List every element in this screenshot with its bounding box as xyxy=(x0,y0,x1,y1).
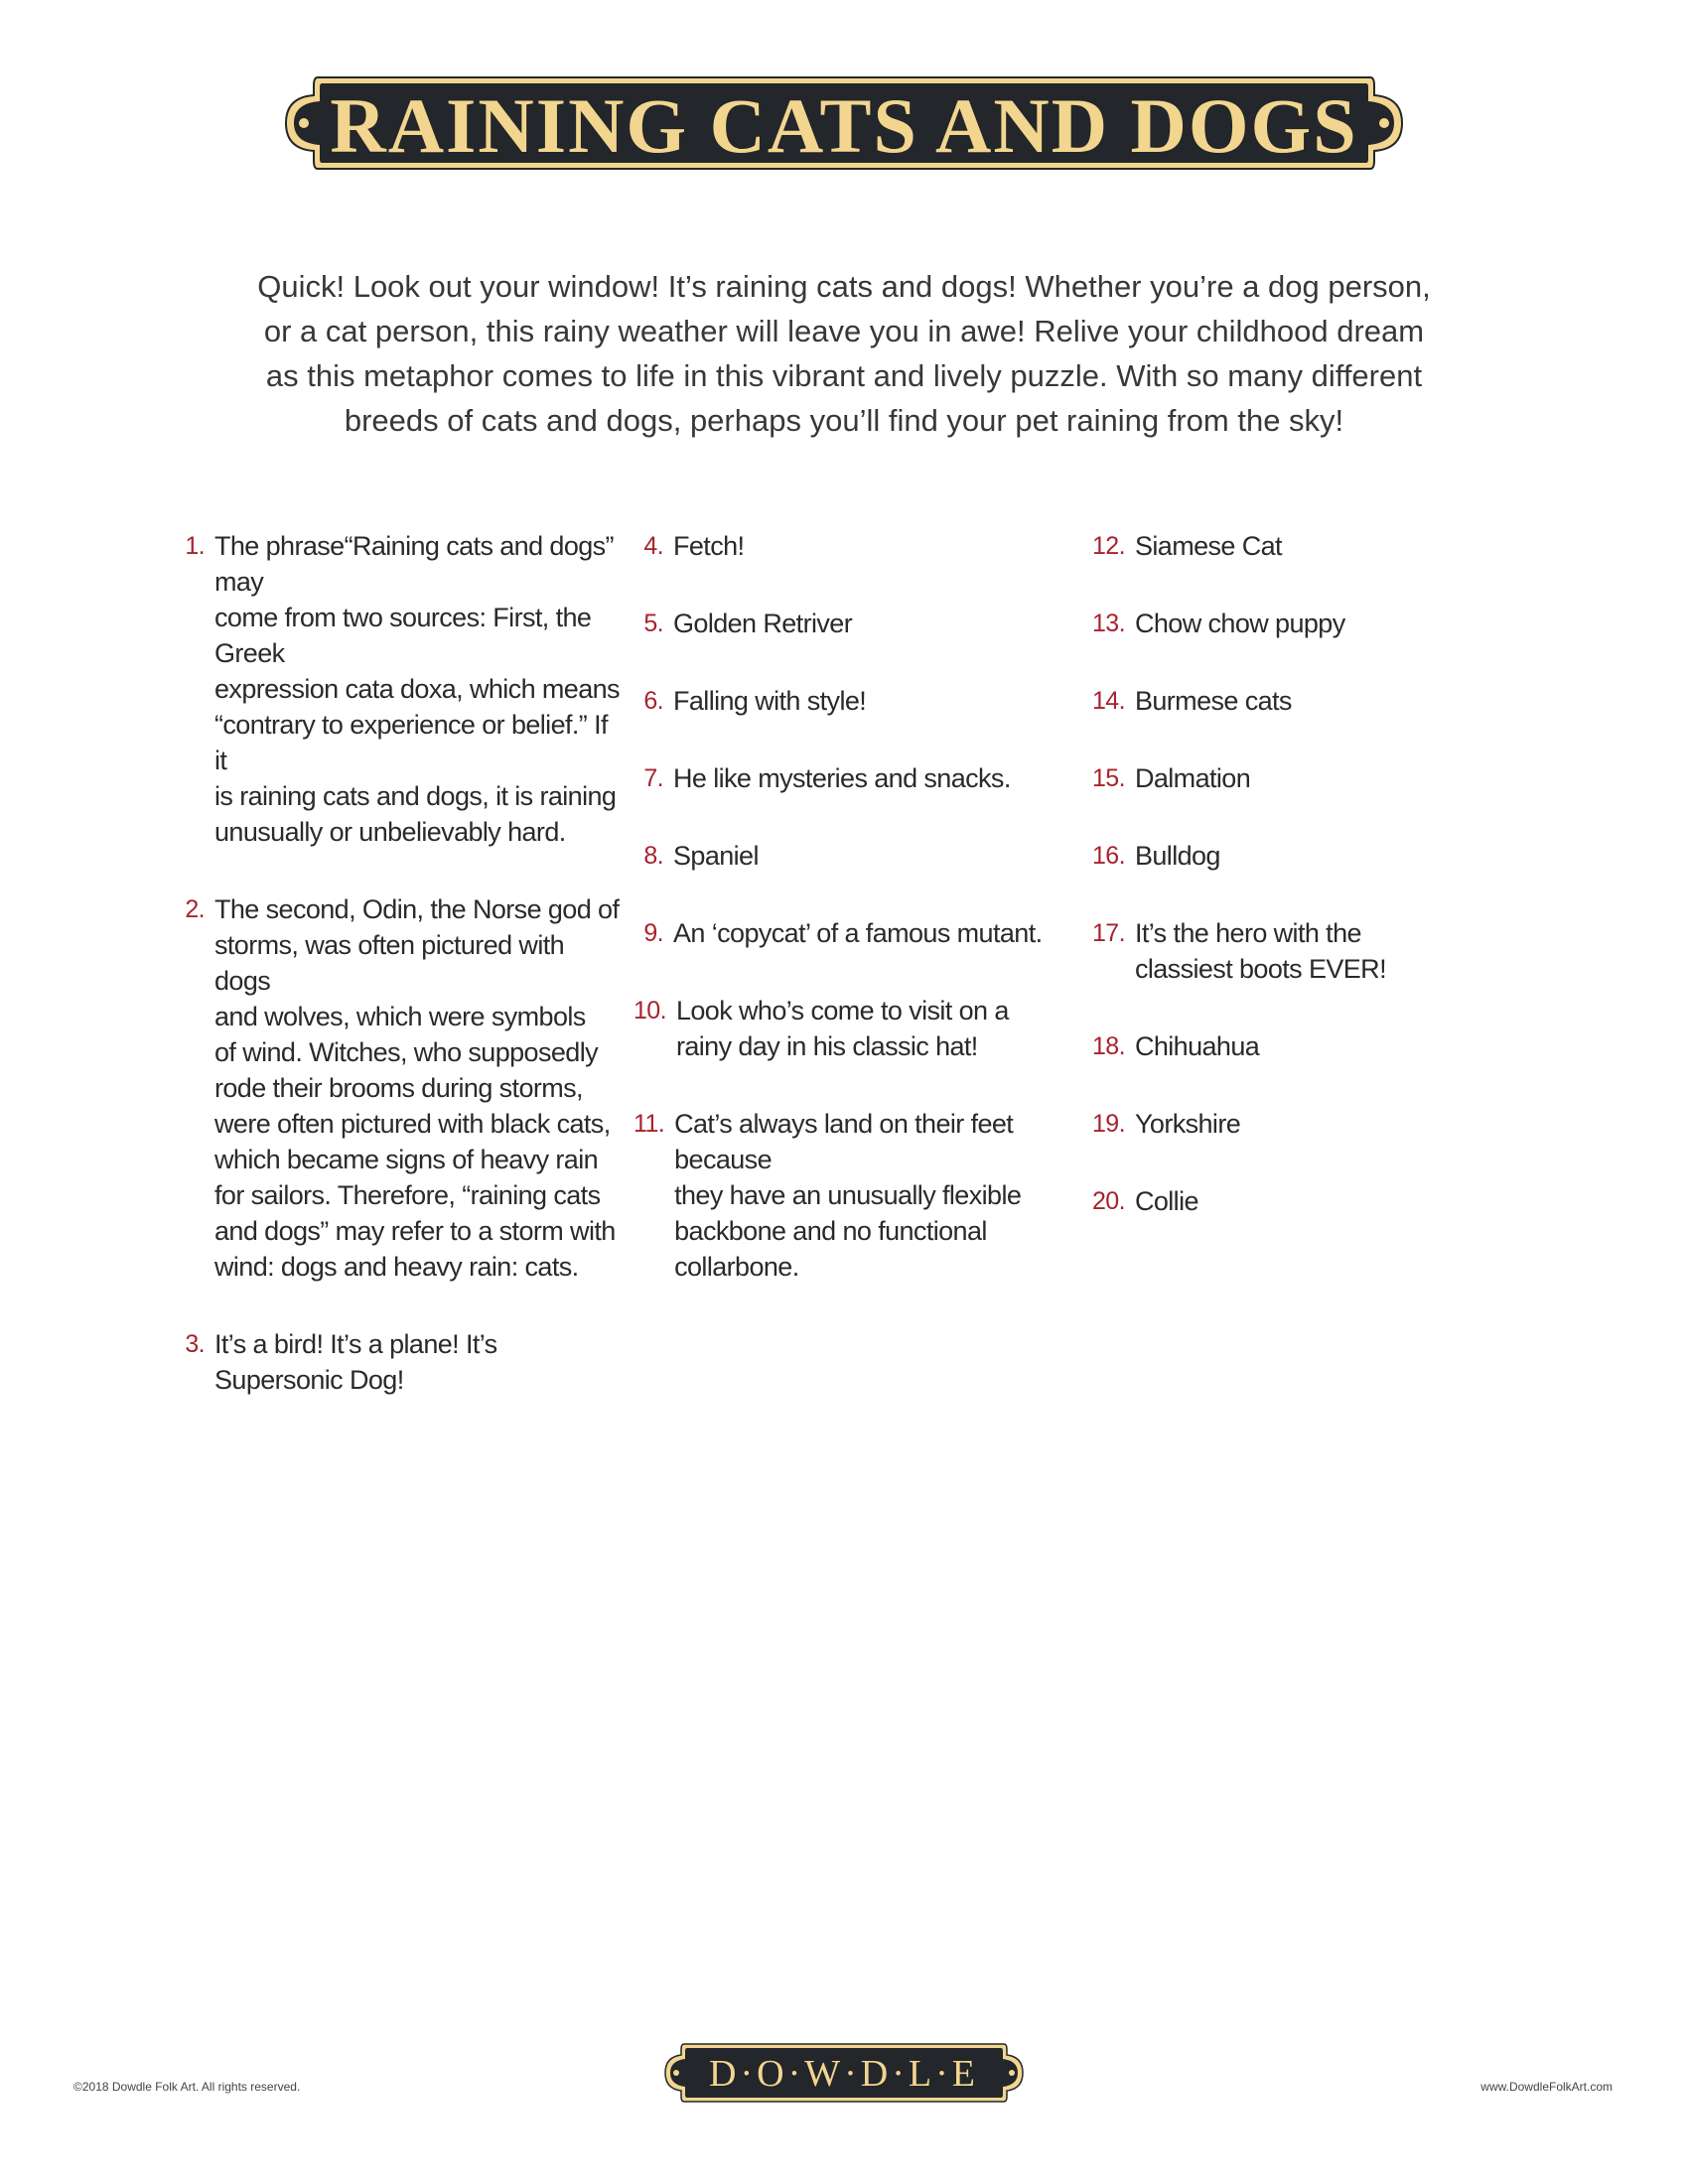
clue-line: The second, Odin, the Norse god of xyxy=(214,894,620,924)
clue-number: 3. xyxy=(185,1330,205,1358)
intro-line: breeds of cats and dogs, perhaps you’ll find your pet raining from the sky! xyxy=(344,403,1344,438)
clue-line: for sailors. Therefore, “raining cats xyxy=(214,1180,601,1210)
clue-number: 6. xyxy=(643,687,663,715)
clue-text: Fetch! xyxy=(673,531,745,561)
clue-line: wind: dogs and heavy rain: cats. xyxy=(214,1252,579,1282)
intro-line: Quick! Look out your window! It’s raining cats and dogs! Whether you’re a dog person, xyxy=(257,269,1431,304)
clue-line: they have an unusually flexible xyxy=(674,1180,1022,1210)
clue-text xyxy=(1135,915,1470,987)
clue-line: of wind. Witches, who supposedly xyxy=(214,1037,598,1067)
clue-text xyxy=(214,891,622,1285)
brand-badge xyxy=(662,2041,1026,2105)
clue-19 xyxy=(1092,1106,1470,1142)
clue-number: 1. xyxy=(185,532,205,560)
clue-line: backbone and no functional collarbone. xyxy=(674,1216,987,1282)
clue-text: Bulldog xyxy=(1134,841,1220,871)
clue-5 xyxy=(633,606,1090,641)
clue-text xyxy=(214,528,622,850)
clue-18 xyxy=(1092,1028,1470,1064)
clue-line: It’s the hero with the xyxy=(1134,918,1361,948)
clue-number: 12. xyxy=(1092,532,1125,560)
intro-paragraph xyxy=(248,264,1440,443)
clue-line: come from two sources: First, the Greek xyxy=(214,603,592,668)
clue-9 xyxy=(633,915,1090,951)
clue-text: He like mysteries and snacks. xyxy=(673,763,1011,793)
clue-line: which became signs of heavy rain xyxy=(214,1145,599,1174)
clue-line: The phrase“Raining cats and dogs” may xyxy=(214,531,614,597)
clue-column-1 xyxy=(175,528,622,1398)
intro-line: as this metaphor comes to life in this vibrant and lively puzzle. With so many different xyxy=(265,358,1423,393)
clue-4 xyxy=(633,528,1090,564)
clue-number: 14. xyxy=(1092,687,1125,715)
clue-text: Chow chow puppy xyxy=(1134,609,1345,638)
page-title: RAINING CATS AND DOGS xyxy=(330,82,1358,169)
clue-line: classiest boots EVER! xyxy=(1134,954,1386,984)
clue-text: Dalmation xyxy=(1134,763,1251,793)
clue-line: rainy day in his classic hat! xyxy=(675,1031,978,1061)
clue-number: 18. xyxy=(1092,1032,1125,1060)
clue-text: Golden Retriver xyxy=(673,609,853,638)
brand-logo-text: D·O·W·D·L·E xyxy=(709,2053,979,2095)
clue-13 xyxy=(1092,606,1470,641)
clue-10 xyxy=(633,993,1090,1064)
clue-line: Look who’s come to visit on a xyxy=(675,996,1009,1025)
clue-text: Chihuahua xyxy=(1134,1031,1260,1061)
clue-number: 2. xyxy=(185,895,205,923)
clue-20 xyxy=(1092,1183,1470,1219)
clue-line: Cat’s always land on their feet because xyxy=(674,1109,1014,1174)
clue-number: 9. xyxy=(643,919,663,947)
clue-15 xyxy=(1092,760,1470,796)
clue-text: Falling with style! xyxy=(673,686,867,716)
clue-column-2 xyxy=(633,528,1090,1326)
clue-11 xyxy=(633,1106,1090,1285)
clue-number: 19. xyxy=(1092,1110,1125,1138)
clue-2 xyxy=(175,891,622,1285)
clue-text: Yorkshire xyxy=(1134,1109,1241,1139)
clue-text xyxy=(214,1326,622,1398)
title-banner xyxy=(282,73,1406,173)
clue-17 xyxy=(1092,915,1470,987)
clue-number: 11. xyxy=(633,1110,665,1138)
clue-line: were often pictured with black cats, xyxy=(214,1109,611,1139)
clue-number: 10. xyxy=(633,997,666,1024)
clue-line: and dogs” may refer to a storm with xyxy=(214,1216,616,1246)
clue-line: storms, was often pictured with dogs xyxy=(214,930,565,996)
clue-number: 7. xyxy=(643,764,663,792)
clue-1 xyxy=(175,528,622,850)
clue-line: and wolves, which were symbols xyxy=(214,1002,586,1031)
clue-line: It’s a bird! It’s a plane! It’s xyxy=(214,1329,497,1359)
clue-line: unusually or unbelievably hard. xyxy=(214,817,566,847)
clue-number: 5. xyxy=(643,610,663,637)
clue-line: expression cata doxa, which means xyxy=(214,674,620,704)
clue-8 xyxy=(633,838,1090,874)
clue-text: Burmese cats xyxy=(1134,686,1292,716)
clue-6 xyxy=(633,683,1090,719)
clue-12 xyxy=(1092,528,1470,564)
clue-14 xyxy=(1092,683,1470,719)
clue-text: Siamese Cat xyxy=(1134,531,1282,561)
clue-text: Spaniel xyxy=(673,841,759,871)
clue-16 xyxy=(1092,838,1470,874)
clue-3 xyxy=(175,1326,622,1398)
clue-number: 16. xyxy=(1092,842,1125,870)
clue-7 xyxy=(633,760,1090,796)
clue-text xyxy=(676,993,1090,1064)
clue-text: An ‘copycat’ of a famous mutant. xyxy=(673,918,1043,948)
clue-number: 17. xyxy=(1092,919,1125,947)
clue-number: 13. xyxy=(1092,610,1125,637)
clue-number: 20. xyxy=(1092,1187,1125,1215)
website-link[interactable]: www.DowdleFolkArt.com xyxy=(1480,2080,1613,2094)
clue-line: rode their brooms during storms, xyxy=(214,1073,583,1103)
clue-text xyxy=(674,1106,1090,1285)
clue-line: Supersonic Dog! xyxy=(214,1365,404,1395)
clue-number: 4. xyxy=(643,532,663,560)
clue-text: Collie xyxy=(1134,1186,1198,1216)
clue-line: “contrary to experience or belief.” If it xyxy=(214,710,608,775)
intro-line: or a cat person, this rainy weather will leave you in awe! Relive your childhood dream xyxy=(263,314,1425,348)
clue-column-3 xyxy=(1092,528,1470,1261)
clue-number: 8. xyxy=(643,842,663,870)
clue-line: is raining cats and dogs, it is raining xyxy=(214,781,617,811)
clue-number: 15. xyxy=(1092,764,1125,792)
copyright-notice: ©2018 Dowdle Folk Art. All rights reserved. xyxy=(73,2080,301,2094)
